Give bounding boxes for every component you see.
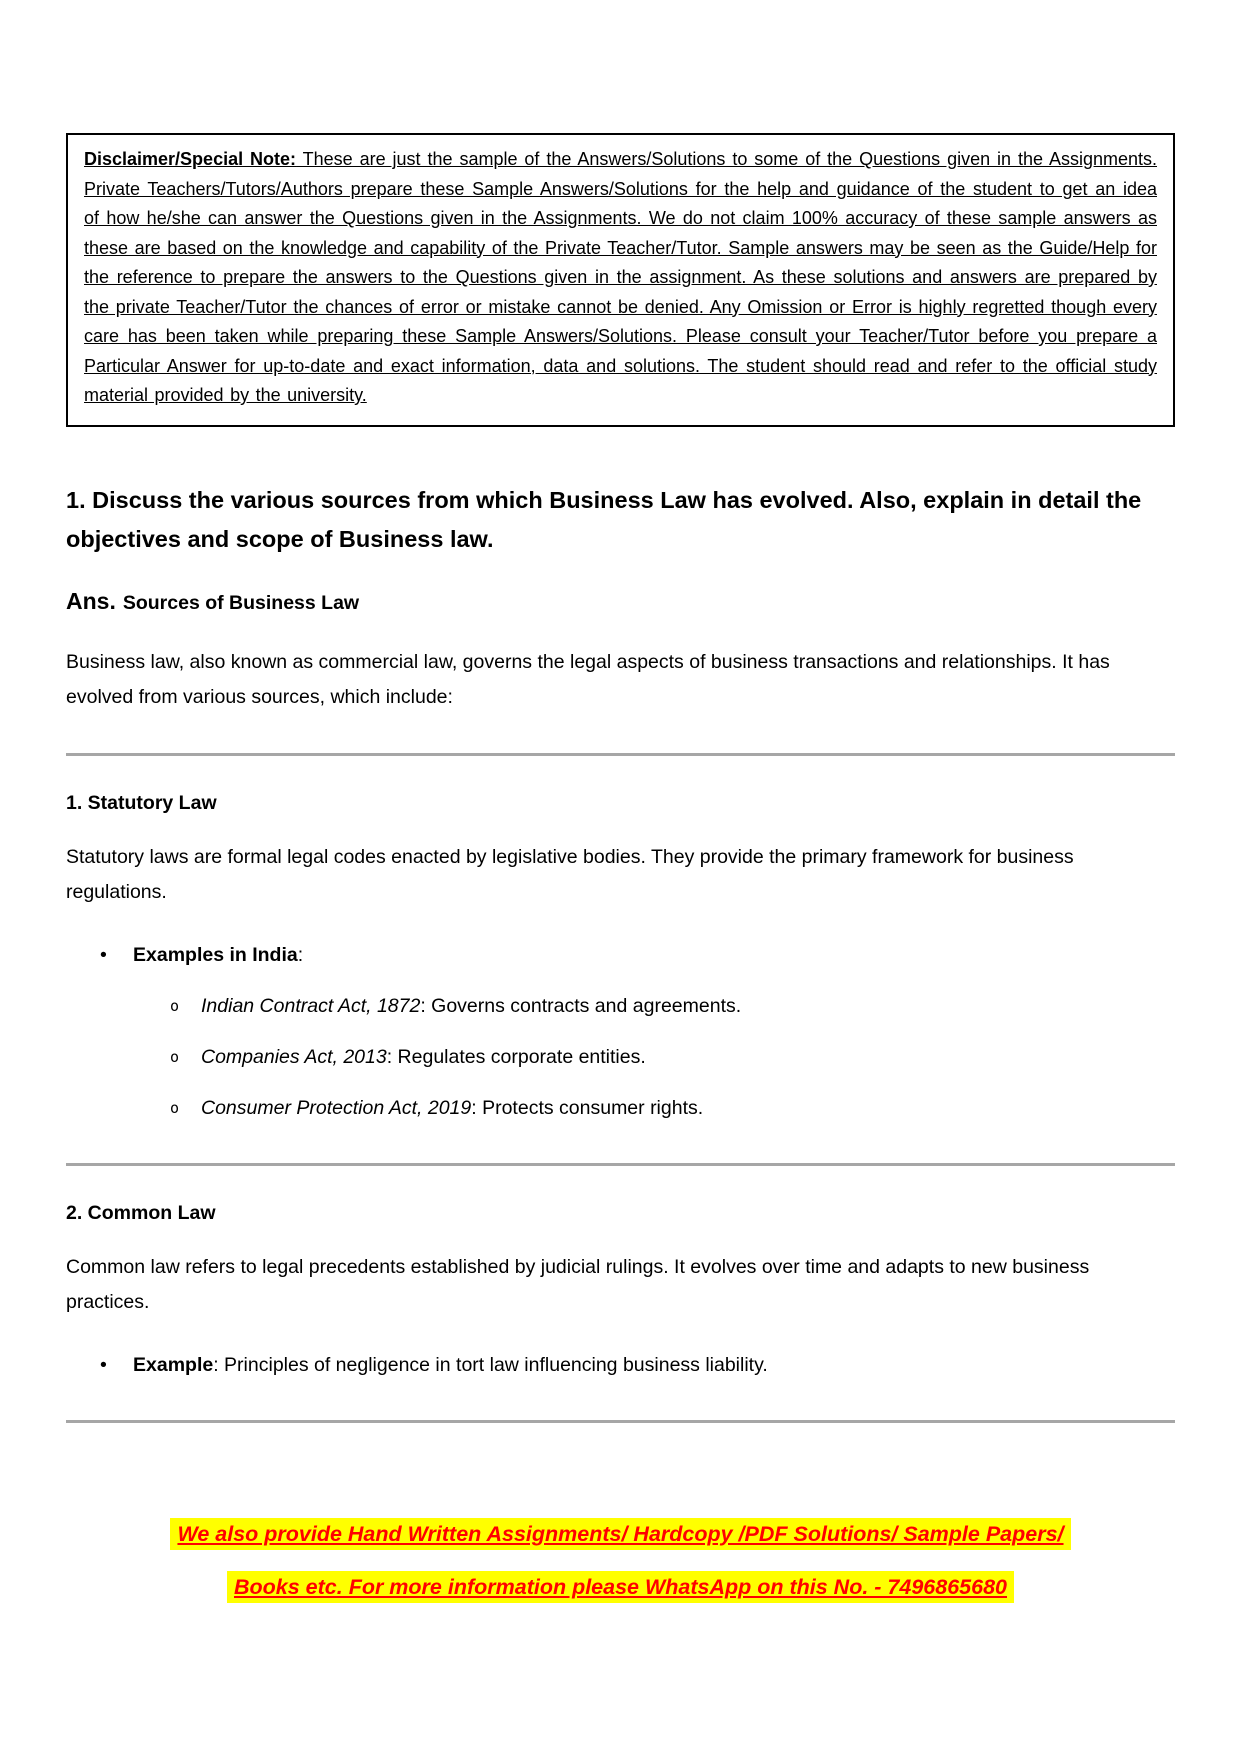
question-title: 1. Discuss the various sources from which Business Law has evolved. Also, explain in detail the objectives and scope of Business law. bbox=[66, 486, 1142, 552]
promo-line bbox=[66, 1509, 1175, 1562]
section-divider bbox=[66, 1163, 1175, 1166]
example-item bbox=[66, 1040, 1175, 1074]
example-desc: : Principles of negligence in tort law influencing business liability. bbox=[213, 1353, 768, 1376]
statutory-law-heading: 1. Statutory Law bbox=[66, 791, 217, 814]
common-law-heading: 2. Common Law bbox=[66, 1201, 216, 1224]
act-name: Companies Act, 2013 bbox=[201, 1045, 387, 1068]
act-desc: : Protects consumer rights. bbox=[471, 1096, 704, 1119]
promo-line bbox=[66, 1562, 1175, 1615]
act-name: Consumer Protection Act, 2019 bbox=[201, 1096, 472, 1119]
circle-bullet-icon: o bbox=[170, 1098, 180, 1117]
section-divider bbox=[66, 1420, 1175, 1423]
promo-text-1: We also provide Hand Written Assignments/ Hardcopy /PDF Solutions/ Sample Papers/ bbox=[170, 1518, 1070, 1550]
circle-bullet-icon: o bbox=[170, 996, 180, 1015]
examples-colon: : bbox=[297, 943, 304, 966]
example-text bbox=[201, 989, 741, 1023]
examples-list-item bbox=[66, 938, 1175, 972]
answer-heading bbox=[66, 585, 1175, 621]
promo-footer bbox=[66, 1509, 1175, 1615]
circle-bullet-icon: o bbox=[170, 1047, 180, 1066]
examples-label-line bbox=[133, 938, 303, 972]
common-law-body: Common law refers to legal precedents established by judicial rulings. It evolves over time and adapts to new business practices. bbox=[66, 1255, 1090, 1313]
examples-label: Examples in India bbox=[133, 943, 298, 966]
intro-paragraph: Business law, also known as commercial law, governs the legal aspects of business transactions and relationships. It has evolved from various sources, which include: bbox=[66, 650, 1110, 708]
disclaimer-label: Disclaimer/Special Note: bbox=[84, 149, 297, 169]
ans-label: Ans bbox=[66, 587, 110, 614]
common-law-example-text bbox=[133, 1348, 768, 1382]
example-label: Example bbox=[133, 1353, 214, 1376]
example-text bbox=[201, 1091, 703, 1125]
disclaimer-text: These are just the sample of the Answers/Solutions to some of the Questions given in the Assignments. Private Teachers/Tutors/Authors prepare these Sample Answers/Solutions for the help and guidance of the student to get an idea of how he/she can answer the Questions given in the Assignments. We do not claim 100% accuracy of these sample answers as these are based on the knowledge and capability of the Private Teacher/Tutor. Sample answers may be seen as the Guide/Help for the reference to prepare the answers to the Questions given in the assignment. As these solutions and answers are prepared by the private Teacher/Tutor the chances of error or mistake cannot be denied. Any Omission or Error is highly regretted though every care has been taken while preparing these Sample Answers/Solutions. Please consult your Teacher/Tutor before you prepare a Particular Answer for up-to-date and exact information, data and solutions. The student should read and refer to the official study material provided by the university. bbox=[84, 149, 1158, 405]
act-desc: : Regulates corporate entities. bbox=[386, 1045, 646, 1068]
act-desc: : Governs contracts and agreements. bbox=[420, 994, 742, 1017]
bullet-icon: • bbox=[100, 943, 107, 966]
act-name: Indian Contract Act, 1872 bbox=[201, 994, 421, 1017]
promo-text-2: Books etc. For more information please WhatsApp on this No. - 7496865680 bbox=[227, 1571, 1014, 1603]
disclaimer-box bbox=[66, 133, 1175, 427]
common-law-example-item bbox=[66, 1348, 1175, 1382]
ans-dot: . bbox=[109, 587, 116, 614]
answer-subheading: Sources of Business Law bbox=[122, 591, 360, 614]
example-item bbox=[66, 1091, 1175, 1125]
bullet-icon: • bbox=[100, 1353, 107, 1376]
statutory-law-body: Statutory laws are formal legal codes enacted by legislative bodies. They provide the primary framework for business regulations. bbox=[66, 845, 1074, 903]
example-text bbox=[201, 1040, 646, 1074]
example-item bbox=[66, 989, 1175, 1023]
section-divider bbox=[66, 753, 1175, 756]
